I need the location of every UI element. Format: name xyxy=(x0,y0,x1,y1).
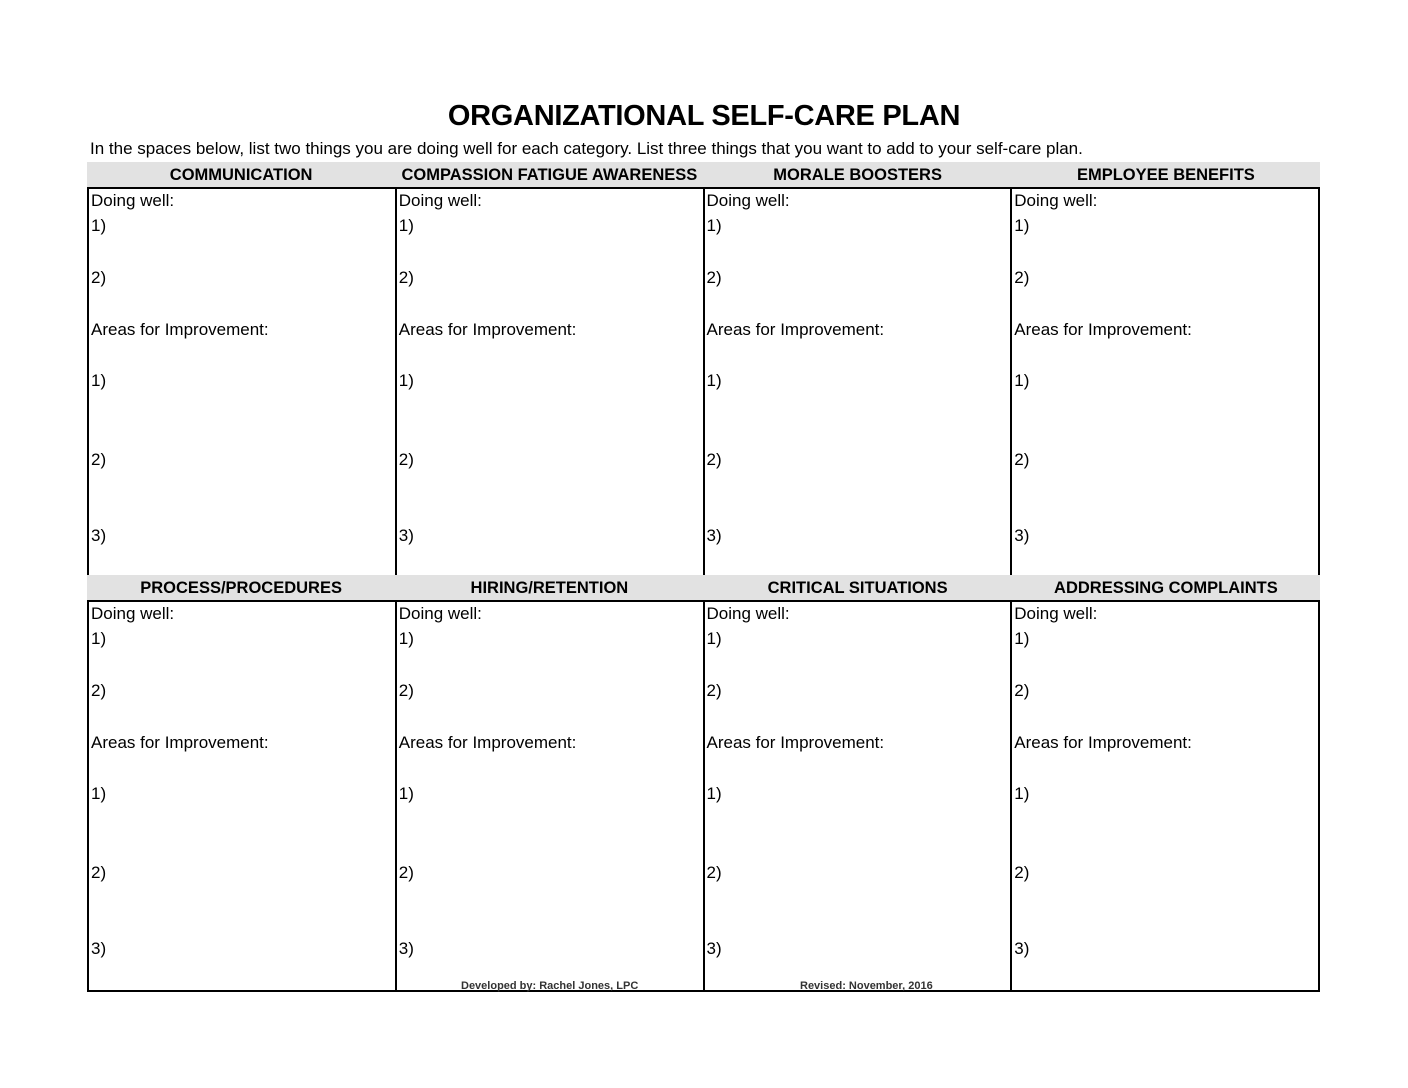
category-cell[interactable] xyxy=(1012,189,1318,575)
category-cell[interactable] xyxy=(397,189,705,575)
improvement-item-3: 3) xyxy=(398,939,414,958)
improvement-item-2: 2) xyxy=(91,863,107,882)
self-care-grid xyxy=(87,162,1320,992)
areas-for-improvement-label: Areas for Improvement: xyxy=(1014,320,1192,339)
improvement-item-1: 1) xyxy=(398,371,414,390)
areas-for-improvement-label: Areas for Improvement: xyxy=(398,320,577,339)
doing-well-item-1: 1) xyxy=(706,216,722,235)
improvement-item-1: 1) xyxy=(1014,784,1030,803)
areas-for-improvement-label: Areas for Improvement: xyxy=(706,733,885,752)
doing-well-item-2: 2) xyxy=(91,681,107,700)
improvement-item-3: 3) xyxy=(1014,939,1030,958)
header-row-1 xyxy=(87,162,1320,189)
areas-for-improvement-label: Areas for Improvement: xyxy=(1014,733,1192,752)
improvement-item-3: 3) xyxy=(1014,526,1030,545)
areas-for-improvement-label: Areas for Improvement: xyxy=(91,320,269,339)
cell-row-2 xyxy=(87,602,1320,992)
improvement-item-1: 1) xyxy=(91,784,107,803)
doing-well-label: Doing well: xyxy=(398,604,482,623)
doing-well-item-1: 1) xyxy=(91,629,107,648)
doing-well-label: Doing well: xyxy=(91,604,175,623)
doing-well-item-1: 1) xyxy=(91,216,107,235)
category-header: COMMUNICATION xyxy=(169,166,313,184)
improvement-item-2: 2) xyxy=(398,863,414,882)
category-header: ADDRESSING COMPLAINTS xyxy=(1054,579,1278,597)
revised-note: Revised: November, 2016 xyxy=(800,980,933,992)
improvement-item-2: 2) xyxy=(706,863,722,882)
doing-well-item-2: 2) xyxy=(1014,268,1030,287)
improvement-item-3: 3) xyxy=(91,526,107,545)
page-title: ORGANIZATIONAL SELF-CARE PLAN xyxy=(447,100,961,132)
category-cell[interactable] xyxy=(705,189,1013,575)
improvement-item-3: 3) xyxy=(91,939,107,958)
doing-well-item-2: 2) xyxy=(1014,681,1030,700)
areas-for-improvement-label: Areas for Improvement: xyxy=(91,733,269,752)
improvement-item-2: 2) xyxy=(1014,863,1030,882)
improvement-item-1: 1) xyxy=(706,371,722,390)
areas-for-improvement-label: Areas for Improvement: xyxy=(706,320,885,339)
doing-well-label: Doing well: xyxy=(1014,191,1098,210)
category-cell[interactable] xyxy=(89,189,397,575)
improvement-item-2: 2) xyxy=(398,450,414,469)
category-cell[interactable] xyxy=(397,602,705,990)
doing-well-item-1: 1) xyxy=(1014,216,1030,235)
category-header: COMPASSION FATIGUE AWARENESS xyxy=(401,166,698,184)
doing-well-label: Doing well: xyxy=(398,191,482,210)
doing-well-label: Doing well: xyxy=(706,191,790,210)
category-header: CRITICAL SITUATIONS xyxy=(767,579,948,597)
improvement-item-2: 2) xyxy=(706,450,722,469)
improvement-item-1: 1) xyxy=(1014,371,1030,390)
doing-well-label: Doing well: xyxy=(1014,604,1098,623)
improvement-item-3: 3) xyxy=(706,939,722,958)
header-row-2 xyxy=(87,575,1320,602)
category-header: HIRING/RETENTION xyxy=(470,579,629,597)
doing-well-item-1: 1) xyxy=(398,629,414,648)
cell-row-1 xyxy=(87,189,1320,575)
category-header: PROCESS/PROCEDURES xyxy=(140,579,342,597)
doing-well-item-2: 2) xyxy=(706,268,722,287)
category-cell[interactable] xyxy=(1012,602,1318,990)
improvement-item-1: 1) xyxy=(706,784,722,803)
category-header: MORALE BOOSTERS xyxy=(773,166,942,184)
improvement-item-3: 3) xyxy=(706,526,722,545)
areas-for-improvement-label: Areas for Improvement: xyxy=(398,733,577,752)
doing-well-item-2: 2) xyxy=(398,681,414,700)
doing-well-item-1: 1) xyxy=(706,629,722,648)
doing-well-item-1: 1) xyxy=(398,216,414,235)
doing-well-item-2: 2) xyxy=(91,268,107,287)
developed-by-note: Developed by: Rachel Jones, LPC xyxy=(461,980,639,992)
doing-well-label: Doing well: xyxy=(706,604,790,623)
category-cell[interactable] xyxy=(89,602,397,990)
doing-well-label: Doing well: xyxy=(91,191,175,210)
improvement-item-1: 1) xyxy=(398,784,414,803)
improvement-item-3: 3) xyxy=(398,526,414,545)
category-cell[interactable] xyxy=(705,602,1013,990)
improvement-item-2: 2) xyxy=(1014,450,1030,469)
doing-well-item-2: 2) xyxy=(398,268,414,287)
improvement-item-1: 1) xyxy=(91,371,107,390)
category-header: EMPLOYEE BENEFITS xyxy=(1076,166,1255,184)
improvement-item-2: 2) xyxy=(91,450,107,469)
doing-well-item-1: 1) xyxy=(1014,629,1030,648)
instructions: In the spaces below, list two things you are doing well for each category. List three things that you want to add to your self-care plan. xyxy=(90,139,1083,158)
doing-well-item-2: 2) xyxy=(706,681,722,700)
